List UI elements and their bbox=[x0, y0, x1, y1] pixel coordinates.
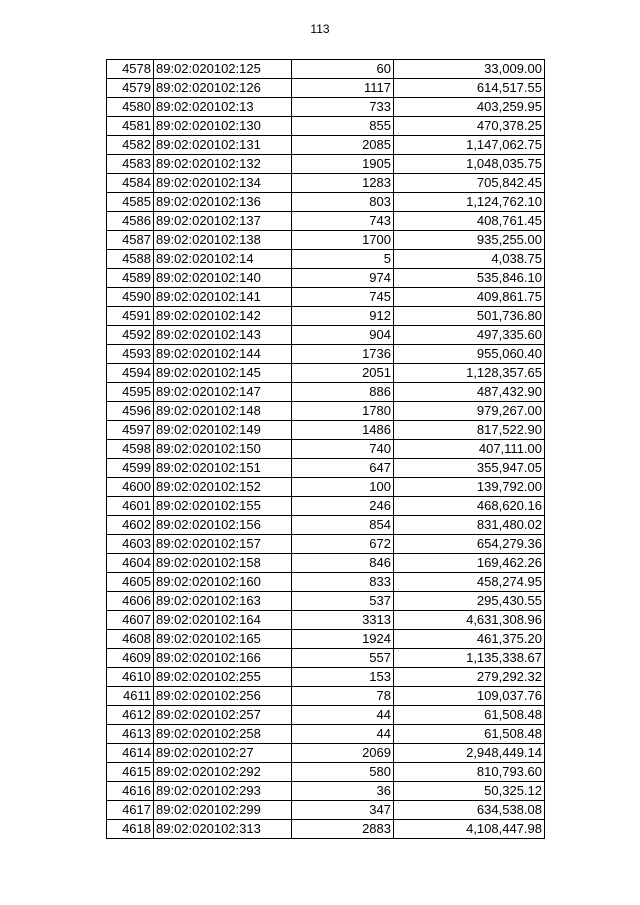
row-number-cell: 4617 bbox=[107, 801, 154, 820]
value-cell: 1,147,062.75 bbox=[394, 136, 545, 155]
table-row bbox=[107, 193, 545, 212]
area-cell: 2051 bbox=[292, 364, 394, 383]
row-number-cell: 4607 bbox=[107, 611, 154, 630]
value-cell: 61,508.48 bbox=[394, 725, 545, 744]
value-cell: 4,038.75 bbox=[394, 250, 545, 269]
area-cell: 743 bbox=[292, 212, 394, 231]
row-number-cell: 4613 bbox=[107, 725, 154, 744]
area-cell: 854 bbox=[292, 516, 394, 535]
cadastral-number-cell: 89:02:020102:166 bbox=[154, 649, 292, 668]
table-row bbox=[107, 782, 545, 801]
area-cell: 78 bbox=[292, 687, 394, 706]
table-row bbox=[107, 611, 545, 630]
row-number-cell: 4603 bbox=[107, 535, 154, 554]
row-number-cell: 4618 bbox=[107, 820, 154, 839]
cadastral-number-cell: 89:02:020102:255 bbox=[154, 668, 292, 687]
row-number-cell: 4599 bbox=[107, 459, 154, 478]
value-cell: 109,037.76 bbox=[394, 687, 545, 706]
value-cell: 614,517.55 bbox=[394, 79, 545, 98]
cadastral-number-cell: 89:02:020102:299 bbox=[154, 801, 292, 820]
table-row bbox=[107, 79, 545, 98]
cadastral-value-table bbox=[106, 59, 545, 839]
table-row bbox=[107, 345, 545, 364]
table-row bbox=[107, 440, 545, 459]
row-number-cell: 4593 bbox=[107, 345, 154, 364]
table-row bbox=[107, 668, 545, 687]
area-cell: 1117 bbox=[292, 79, 394, 98]
table-row bbox=[107, 212, 545, 231]
value-cell: 470,378.25 bbox=[394, 117, 545, 136]
value-cell: 810,793.60 bbox=[394, 763, 545, 782]
table-row bbox=[107, 516, 545, 535]
row-number-cell: 4614 bbox=[107, 744, 154, 763]
area-cell: 246 bbox=[292, 497, 394, 516]
row-number-cell: 4597 bbox=[107, 421, 154, 440]
table-row bbox=[107, 649, 545, 668]
value-cell: 705,842.45 bbox=[394, 174, 545, 193]
value-cell: 169,462.26 bbox=[394, 554, 545, 573]
area-cell: 2883 bbox=[292, 820, 394, 839]
value-cell: 4,631,308.96 bbox=[394, 611, 545, 630]
table-row bbox=[107, 307, 545, 326]
cadastral-number-cell: 89:02:020102:14 bbox=[154, 250, 292, 269]
area-cell: 833 bbox=[292, 573, 394, 592]
value-cell: 279,292.32 bbox=[394, 668, 545, 687]
table-row bbox=[107, 288, 545, 307]
cadastral-number-cell: 89:02:020102:156 bbox=[154, 516, 292, 535]
area-cell: 855 bbox=[292, 117, 394, 136]
table-row bbox=[107, 801, 545, 820]
table-row bbox=[107, 364, 545, 383]
cadastral-number-cell: 89:02:020102:137 bbox=[154, 212, 292, 231]
table-row bbox=[107, 269, 545, 288]
cadastral-number-cell: 89:02:020102:131 bbox=[154, 136, 292, 155]
area-cell: 2085 bbox=[292, 136, 394, 155]
area-cell: 1700 bbox=[292, 231, 394, 250]
table-row bbox=[107, 706, 545, 725]
row-number-cell: 4584 bbox=[107, 174, 154, 193]
area-cell: 974 bbox=[292, 269, 394, 288]
area-cell: 5 bbox=[292, 250, 394, 269]
row-number-cell: 4583 bbox=[107, 155, 154, 174]
cadastral-number-cell: 89:02:020102:164 bbox=[154, 611, 292, 630]
cadastral-number-cell: 89:02:020102:150 bbox=[154, 440, 292, 459]
value-cell: 355,947.05 bbox=[394, 459, 545, 478]
table-row bbox=[107, 98, 545, 117]
cadastral-number-cell: 89:02:020102:143 bbox=[154, 326, 292, 345]
table-row bbox=[107, 630, 545, 649]
area-cell: 347 bbox=[292, 801, 394, 820]
table-row bbox=[107, 573, 545, 592]
cadastral-number-cell: 89:02:020102:27 bbox=[154, 744, 292, 763]
table-row bbox=[107, 478, 545, 497]
value-cell: 935,255.00 bbox=[394, 231, 545, 250]
table-row bbox=[107, 402, 545, 421]
row-number-cell: 4580 bbox=[107, 98, 154, 117]
cadastral-number-cell: 89:02:020102:138 bbox=[154, 231, 292, 250]
value-cell: 654,279.36 bbox=[394, 535, 545, 554]
value-cell: 501,736.80 bbox=[394, 307, 545, 326]
value-cell: 1,128,357.65 bbox=[394, 364, 545, 383]
value-cell: 4,108,447.98 bbox=[394, 820, 545, 839]
cadastral-number-cell: 89:02:020102:132 bbox=[154, 155, 292, 174]
cadastral-number-cell: 89:02:020102:293 bbox=[154, 782, 292, 801]
row-number-cell: 4616 bbox=[107, 782, 154, 801]
row-number-cell: 4606 bbox=[107, 592, 154, 611]
table-row bbox=[107, 535, 545, 554]
value-cell: 2,948,449.14 bbox=[394, 744, 545, 763]
table-row bbox=[107, 117, 545, 136]
value-cell: 50,325.12 bbox=[394, 782, 545, 801]
row-number-cell: 4585 bbox=[107, 193, 154, 212]
value-cell: 409,861.75 bbox=[394, 288, 545, 307]
value-cell: 408,761.45 bbox=[394, 212, 545, 231]
cadastral-number-cell: 89:02:020102:163 bbox=[154, 592, 292, 611]
row-number-cell: 4615 bbox=[107, 763, 154, 782]
table-row bbox=[107, 744, 545, 763]
cadastral-number-cell: 89:02:020102:130 bbox=[154, 117, 292, 136]
area-cell: 1736 bbox=[292, 345, 394, 364]
area-cell: 886 bbox=[292, 383, 394, 402]
area-cell: 733 bbox=[292, 98, 394, 117]
table-row bbox=[107, 383, 545, 402]
row-number-cell: 4595 bbox=[107, 383, 154, 402]
row-number-cell: 4589 bbox=[107, 269, 154, 288]
cadastral-number-cell: 89:02:020102:151 bbox=[154, 459, 292, 478]
area-cell: 44 bbox=[292, 725, 394, 744]
table-row bbox=[107, 592, 545, 611]
row-number-cell: 4582 bbox=[107, 136, 154, 155]
value-cell: 497,335.60 bbox=[394, 326, 545, 345]
value-cell: 295,430.55 bbox=[394, 592, 545, 611]
cadastral-number-cell: 89:02:020102:142 bbox=[154, 307, 292, 326]
area-cell: 1780 bbox=[292, 402, 394, 421]
row-number-cell: 4612 bbox=[107, 706, 154, 725]
table-row bbox=[107, 725, 545, 744]
area-cell: 60 bbox=[292, 60, 394, 79]
row-number-cell: 4610 bbox=[107, 668, 154, 687]
row-number-cell: 4611 bbox=[107, 687, 154, 706]
area-cell: 100 bbox=[292, 478, 394, 497]
row-number-cell: 4598 bbox=[107, 440, 154, 459]
value-cell: 831,480.02 bbox=[394, 516, 545, 535]
cadastral-number-cell: 89:02:020102:141 bbox=[154, 288, 292, 307]
table-row bbox=[107, 155, 545, 174]
cadastral-number-cell: 89:02:020102:144 bbox=[154, 345, 292, 364]
cadastral-number-cell: 89:02:020102:257 bbox=[154, 706, 292, 725]
area-cell: 904 bbox=[292, 326, 394, 345]
area-cell: 153 bbox=[292, 668, 394, 687]
table-row bbox=[107, 459, 545, 478]
table-row bbox=[107, 421, 545, 440]
cadastral-number-cell: 89:02:020102:158 bbox=[154, 554, 292, 573]
area-cell: 2069 bbox=[292, 744, 394, 763]
table-row bbox=[107, 250, 545, 269]
table-row bbox=[107, 554, 545, 573]
value-cell: 535,846.10 bbox=[394, 269, 545, 288]
cadastral-number-cell: 89:02:020102:313 bbox=[154, 820, 292, 839]
value-cell: 468,620.16 bbox=[394, 497, 545, 516]
cadastral-number-cell: 89:02:020102:256 bbox=[154, 687, 292, 706]
value-cell: 817,522.90 bbox=[394, 421, 545, 440]
row-number-cell: 4604 bbox=[107, 554, 154, 573]
table-row bbox=[107, 136, 545, 155]
value-cell: 634,538.08 bbox=[394, 801, 545, 820]
row-number-cell: 4608 bbox=[107, 630, 154, 649]
area-cell: 1924 bbox=[292, 630, 394, 649]
value-cell: 458,274.95 bbox=[394, 573, 545, 592]
value-cell: 139,792.00 bbox=[394, 478, 545, 497]
area-cell: 846 bbox=[292, 554, 394, 573]
cadastral-number-cell: 89:02:020102:149 bbox=[154, 421, 292, 440]
cadastral-number-cell: 89:02:020102:165 bbox=[154, 630, 292, 649]
area-cell: 1283 bbox=[292, 174, 394, 193]
area-cell: 672 bbox=[292, 535, 394, 554]
cadastral-number-cell: 89:02:020102:292 bbox=[154, 763, 292, 782]
value-cell: 1,048,035.75 bbox=[394, 155, 545, 174]
table-row bbox=[107, 687, 545, 706]
row-number-cell: 4602 bbox=[107, 516, 154, 535]
row-number-cell: 4592 bbox=[107, 326, 154, 345]
row-number-cell: 4601 bbox=[107, 497, 154, 516]
value-cell: 403,259.95 bbox=[394, 98, 545, 117]
area-cell: 912 bbox=[292, 307, 394, 326]
area-cell: 580 bbox=[292, 763, 394, 782]
area-cell: 537 bbox=[292, 592, 394, 611]
cadastral-number-cell: 89:02:020102:152 bbox=[154, 478, 292, 497]
value-cell: 955,060.40 bbox=[394, 345, 545, 364]
value-cell: 61,508.48 bbox=[394, 706, 545, 725]
table-row bbox=[107, 820, 545, 839]
cadastral-number-cell: 89:02:020102:147 bbox=[154, 383, 292, 402]
cadastral-number-cell: 89:02:020102:134 bbox=[154, 174, 292, 193]
row-number-cell: 4605 bbox=[107, 573, 154, 592]
cadastral-number-cell: 89:02:020102:145 bbox=[154, 364, 292, 383]
cadastral-number-cell: 89:02:020102:155 bbox=[154, 497, 292, 516]
table-row bbox=[107, 763, 545, 782]
row-number-cell: 4594 bbox=[107, 364, 154, 383]
area-cell: 557 bbox=[292, 649, 394, 668]
value-cell: 487,432.90 bbox=[394, 383, 545, 402]
table-row bbox=[107, 60, 545, 79]
row-number-cell: 4600 bbox=[107, 478, 154, 497]
row-number-cell: 4579 bbox=[107, 79, 154, 98]
cadastral-number-cell: 89:02:020102:258 bbox=[154, 725, 292, 744]
cadastral-number-cell: 89:02:020102:160 bbox=[154, 573, 292, 592]
cadastral-number-cell: 89:02:020102:126 bbox=[154, 79, 292, 98]
row-number-cell: 4581 bbox=[107, 117, 154, 136]
cadastral-number-cell: 89:02:020102:148 bbox=[154, 402, 292, 421]
page-number: 113 bbox=[310, 22, 330, 36]
value-cell: 1,124,762.10 bbox=[394, 193, 545, 212]
row-number-cell: 4609 bbox=[107, 649, 154, 668]
cadastral-number-cell: 89:02:020102:136 bbox=[154, 193, 292, 212]
area-cell: 647 bbox=[292, 459, 394, 478]
value-cell: 461,375.20 bbox=[394, 630, 545, 649]
value-cell: 979,267.00 bbox=[394, 402, 545, 421]
table-row bbox=[107, 231, 545, 250]
table-row bbox=[107, 497, 545, 516]
row-number-cell: 4587 bbox=[107, 231, 154, 250]
area-cell: 3313 bbox=[292, 611, 394, 630]
table-row bbox=[107, 174, 545, 193]
row-number-cell: 4588 bbox=[107, 250, 154, 269]
value-cell: 33,009.00 bbox=[394, 60, 545, 79]
area-cell: 803 bbox=[292, 193, 394, 212]
cadastral-number-cell: 89:02:020102:13 bbox=[154, 98, 292, 117]
area-cell: 44 bbox=[292, 706, 394, 725]
row-number-cell: 4578 bbox=[107, 60, 154, 79]
value-cell: 407,111.00 bbox=[394, 440, 545, 459]
area-cell: 740 bbox=[292, 440, 394, 459]
cadastral-number-cell: 89:02:020102:140 bbox=[154, 269, 292, 288]
row-number-cell: 4586 bbox=[107, 212, 154, 231]
area-cell: 1905 bbox=[292, 155, 394, 174]
cadastral-number-cell: 89:02:020102:125 bbox=[154, 60, 292, 79]
area-cell: 36 bbox=[292, 782, 394, 801]
table-body bbox=[107, 60, 545, 839]
cadastral-number-cell: 89:02:020102:157 bbox=[154, 535, 292, 554]
area-cell: 1486 bbox=[292, 421, 394, 440]
area-cell: 745 bbox=[292, 288, 394, 307]
table-row bbox=[107, 326, 545, 345]
row-number-cell: 4596 bbox=[107, 402, 154, 421]
row-number-cell: 4590 bbox=[107, 288, 154, 307]
row-number-cell: 4591 bbox=[107, 307, 154, 326]
value-cell: 1,135,338.67 bbox=[394, 649, 545, 668]
